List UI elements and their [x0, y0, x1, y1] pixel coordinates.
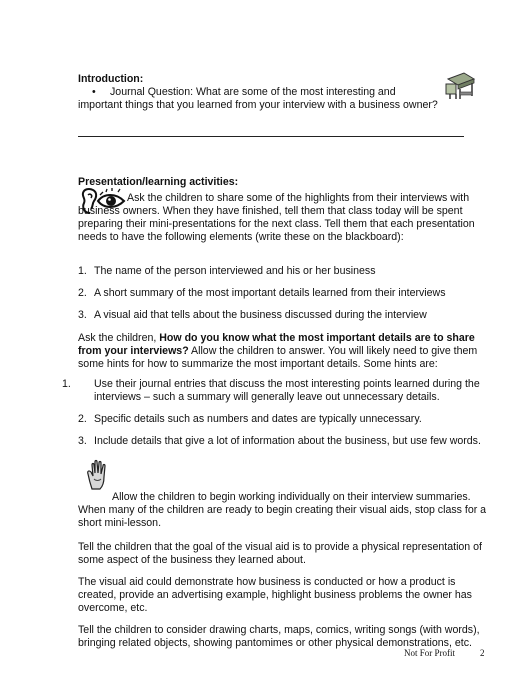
list-number: 2. [78, 413, 87, 425]
journal-answer-line [78, 136, 464, 137]
para-text: Allow the children to answer. You will likely need to give them some hints for how to summarize the most important details. Some hints are: [78, 345, 478, 370]
key-question: How do you know what the most important details are to share from your interviews? [78, 332, 475, 357]
hand-icon [86, 459, 110, 491]
list-text: A short summary of the most important details learned from their interviews [94, 287, 446, 299]
visual-aid-examples-paragraph: The visual aid could demonstrate how business is conducted or how a product is created, provide an advertising example, highlight business problems the owner has overcome, etc. [78, 576, 472, 614]
list-item [78, 435, 488, 448]
list-item [78, 265, 488, 278]
presentation-heading: Presentation/learning activities: [78, 176, 239, 188]
list-text: Use their journal entries that discuss the most interesting points learned during the interviews – such a summary will generally leave out unnecessary details. [94, 378, 480, 403]
presentation-intro-paragraph: Ask the children to share some of the highlights from their interviews with business owners. When they have finished, tell them that class today will be spent preparing their mini-presentations for the next class. Tell them that each presentation needs to have the following elements (write these on the blackboard): [78, 192, 475, 243]
summary-hints-paragraph [78, 332, 488, 371]
list-item [78, 309, 488, 322]
school-desk-icon [444, 70, 478, 100]
list-item [78, 413, 488, 426]
list-number: 2. [78, 287, 87, 299]
list-text: Specific details such as numbers and dates are typically unnecessary. [94, 413, 422, 425]
list-text: A visual aid that tells about the business discussed during the interview [94, 309, 427, 321]
visual-aid-goal-paragraph: Tell the children that the goal of the visual aid is to provide a physical representation of some aspect of the business they learned about. [78, 541, 482, 566]
list-number: 1. [78, 265, 87, 277]
bullet: • [92, 86, 96, 98]
intro-heading: Introduction: [78, 73, 144, 85]
list-item [78, 287, 488, 300]
list-text: Include details that give a lot of information about the business, but use few words. [94, 435, 481, 447]
list-number: 3. [78, 309, 87, 321]
list-text: The name of the person interviewed and his or her business [94, 265, 376, 277]
list-item [62, 378, 490, 404]
journal-question-line2: important things that you learned from your interview with a business owner? [78, 99, 438, 111]
journal-question-line1: Journal Question: What are some of the most interesting and [110, 86, 396, 98]
visual-aid-ideas-paragraph: Tell the children to consider drawing charts, maps, comics, writing songs (with words), bringing related objects, showing pantomimes or other physical demonstrations, etc. [78, 624, 480, 649]
para-text: Ask the children, [78, 332, 160, 344]
page-number: 2 [480, 648, 485, 658]
list-number: 3. [78, 435, 87, 447]
footer-text: Not For Profit [404, 648, 456, 658]
list-number: 1. [62, 378, 71, 390]
individual-work-paragraph: Allow the children to begin working individually on their interview summaries. When many of the children are ready to begin creating their visual aids, stop class for a short mini-lesson. [78, 491, 487, 529]
